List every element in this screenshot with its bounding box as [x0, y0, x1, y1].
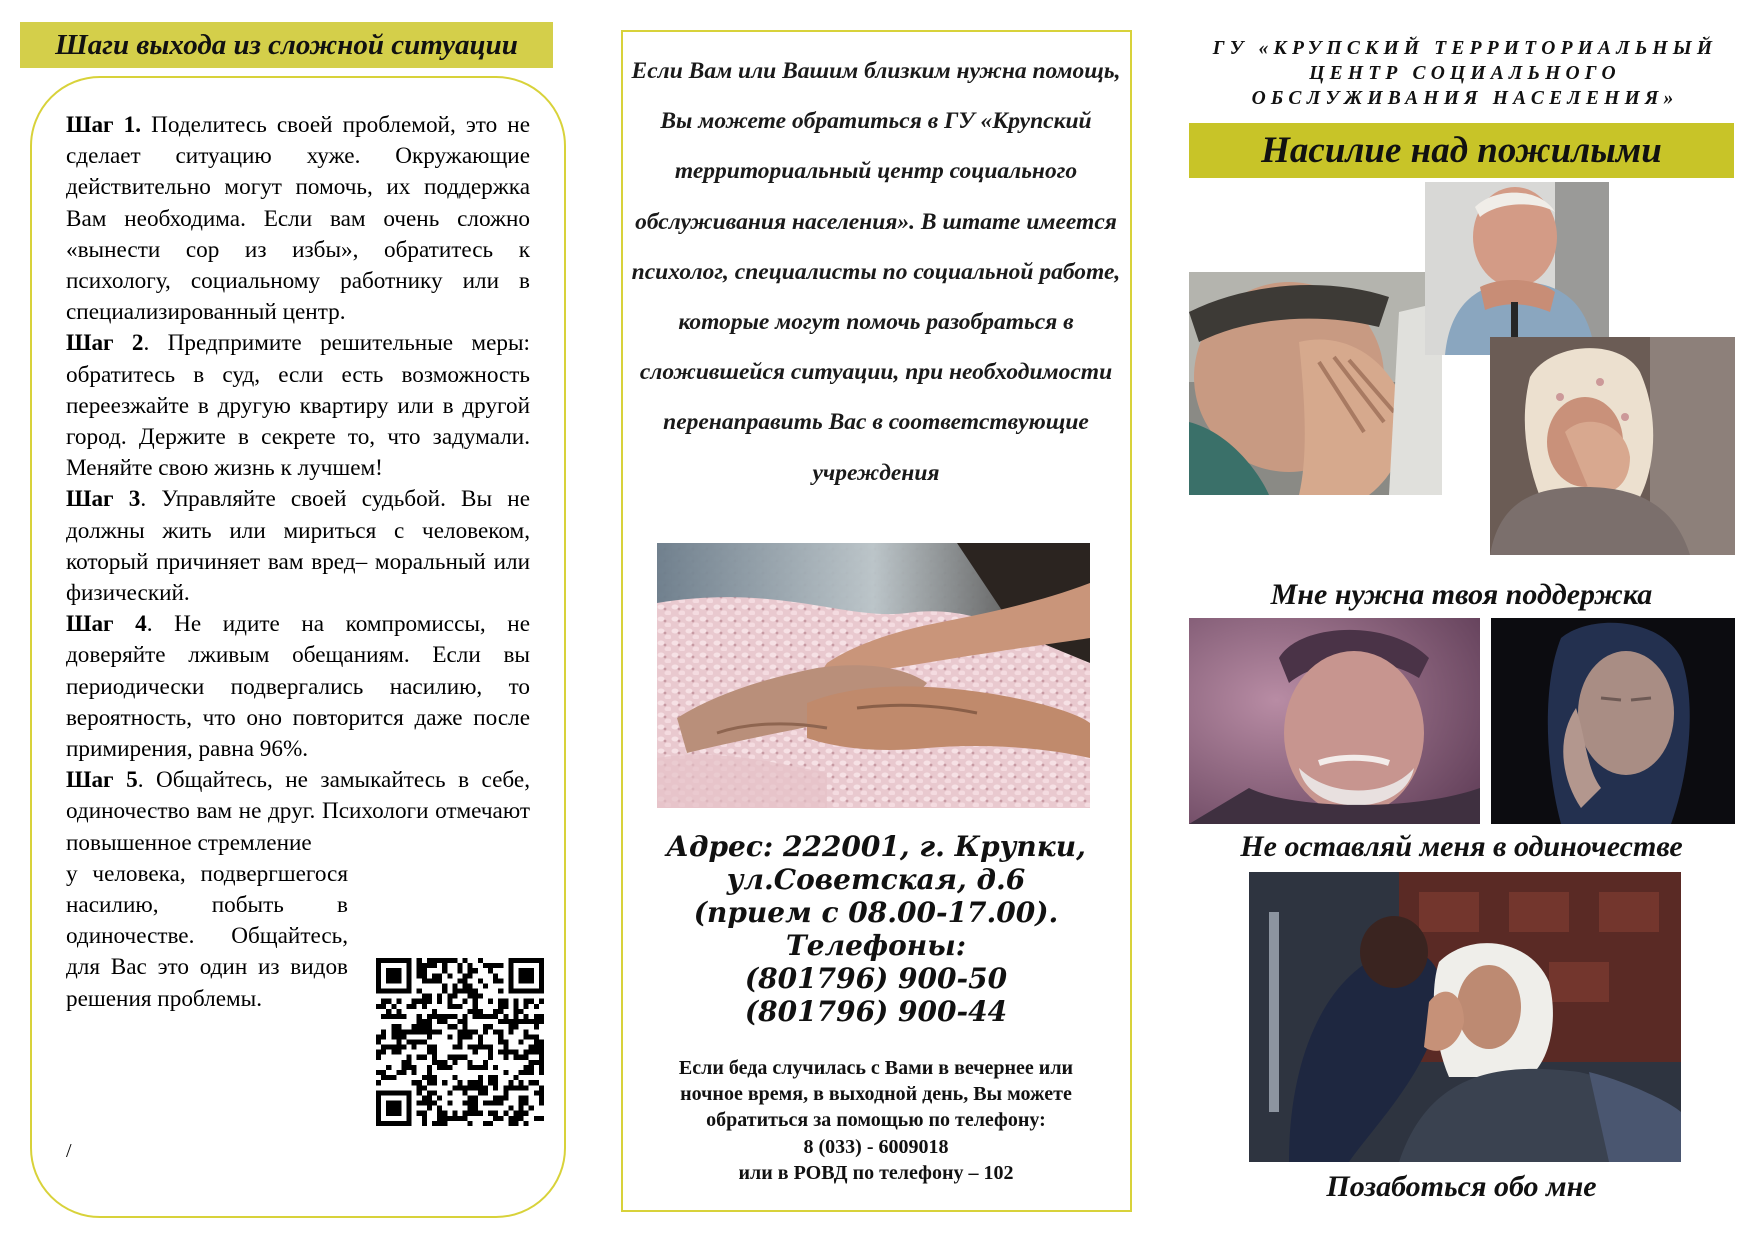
brochure-title: Насилие над пожилыми	[1261, 130, 1662, 171]
phone-number[interactable]: (801796) 900-44	[744, 995, 1008, 1028]
step-5-continued: у человека, подвергшегося насилию, побыть в одиночестве. Общайтесь, для Вас это один из видов решения проблемы.	[66, 860, 348, 1012]
reception-hours: (прием с 08.00-17.00).	[693, 896, 1059, 929]
hands-photo	[657, 543, 1090, 808]
night-help-line: ночное время, в выходной день, Вы можете	[680, 1083, 1072, 1106]
step-5: Шаг 5. Общайтесь, не замыкайтесь в себе, одиночество вам не друг. Психологи отмечают повышенное стремление	[66, 767, 530, 856]
address-line: ул.Советская, д.6	[726, 863, 1026, 896]
photo-old-man-with-cap	[1189, 618, 1480, 824]
step-3: Шаг 3. Управляйте своей судьбой. Вы не должны жить или мириться с человеком, который причиняет вам вред– моральный или физический.	[66, 486, 530, 607]
step-4: Шаг 4. Не идите на компромиссы, не доверяйте лживым обещаниям. Если вы периодически подвергались насилию, то вероятность, что оно повторится даже после примирения, равна 96%.	[66, 611, 531, 763]
org-line: ЦЕНТР СОЦИАЛЬНОГО	[1309, 63, 1621, 84]
organization-name	[1180, 36, 1750, 111]
photo-old-woman-blue-scarf	[1491, 618, 1735, 824]
police-phone[interactable]: или в РОВД по телефону – 102	[738, 1161, 1014, 1184]
photo-man-with-cane	[1425, 182, 1609, 355]
caption-support: Мне нужна твоя поддержка	[1270, 578, 1653, 611]
address-line: Адрес: 222001, г. Крупки,	[666, 830, 1086, 863]
steps-header-text: Шаги выхода из сложной ситуации	[55, 28, 518, 61]
photo-woman-in-headscarf	[1490, 337, 1735, 555]
stray-slash: /	[66, 1140, 72, 1162]
photo-embrace	[1249, 872, 1681, 1162]
org-line: ОБСЛУЖИВАНИЯ НАСЕЛЕНИЯ»	[1251, 88, 1679, 109]
phones-label: Телефоны:	[785, 929, 967, 962]
step-2: Шаг 2. Предпримите решительные меры: обратитесь в суд, если есть возможность переезжайте в другую квартиру или в другой город. Держите в секрете то, что задумали. Меняйте свою жизнь к лучшем!	[66, 330, 530, 482]
caption-take-care: Позаботься обо мне	[1326, 1170, 1597, 1203]
night-help-block	[628, 1055, 1124, 1186]
night-help-line: обратиться за помощью по телефону:	[706, 1109, 1046, 1132]
help-intro-text: Если Вам или Вашим близким нужна помощь, Вы можете обратиться в ГУ «Крупский территориальный центр социального обслуживания населения». В штате имеется психолог, специалисты по социальной работе, которые могут помочь разобраться в сложившейся ситуации, при необходимости перенаправить Вас в соответствующие учреждения	[631, 58, 1121, 486]
step-1: Шаг 1. Поделитесь своей проблемой, это не сделает ситуацию хуже. Окружающие действительно могут помочь, их поддержка Вам необходима. Если вам очень сложно «вынести сор из избы», обратитесь к психологу, социальному работнику или в специализированный центр.	[66, 112, 531, 326]
phone-number[interactable]: (801796) 900-50	[744, 962, 1008, 995]
caption-not-alone: Не оставляй меня в одиночестве	[1240, 830, 1683, 863]
brochure-title-band	[1189, 123, 1734, 178]
qr-code[interactable]	[376, 958, 544, 1126]
photo-man-covering-face	[1189, 272, 1442, 495]
org-line: ГУ «КРУПСКИЙ ТЕРРИТОРИАЛЬНЫЙ	[1212, 38, 1718, 59]
steps-list	[66, 110, 530, 1015]
night-phone[interactable]: 8 (033) - 6009018	[803, 1135, 949, 1158]
steps-header	[20, 22, 553, 68]
address-block	[628, 830, 1124, 1028]
night-help-line: Если беда случилась с Вами в вечернее или	[678, 1057, 1074, 1079]
